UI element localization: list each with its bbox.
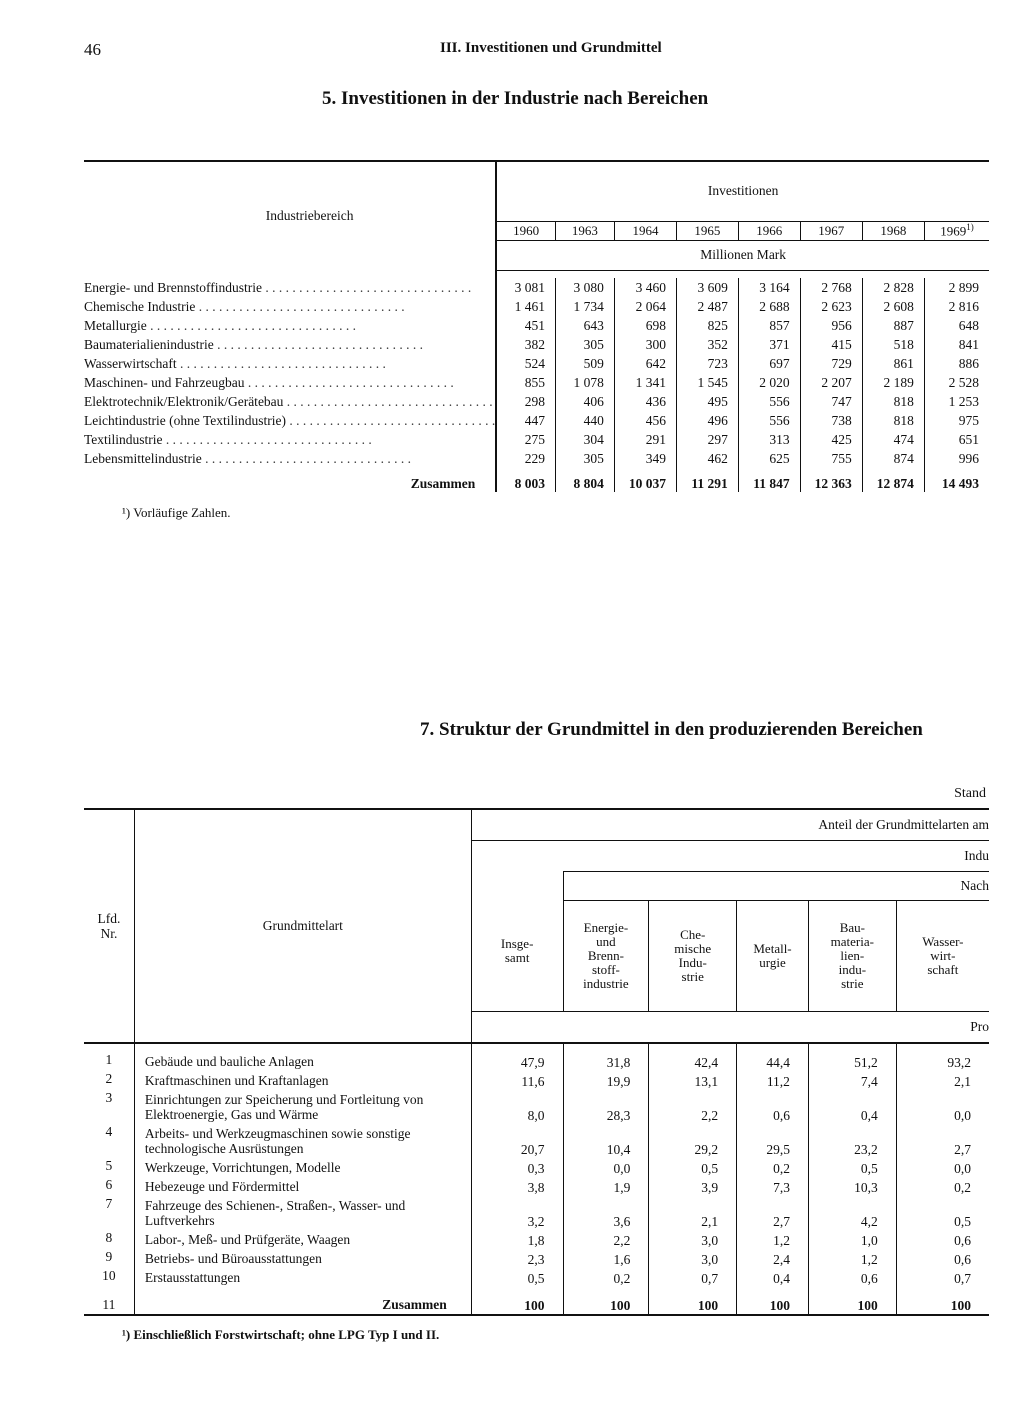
table-row	[84, 430, 989, 449]
table5-cell: 3 081	[496, 278, 555, 297]
table7-lfd-header: Lfd. Nr.	[84, 809, 134, 1043]
table7-row-label: Betriebs- und Büroausstattungen	[134, 1249, 471, 1268]
table7-cell: 0,2	[563, 1268, 649, 1287]
table5-year-header: 1960	[496, 221, 555, 240]
table-row	[84, 297, 989, 316]
table7-cell: 44,4	[737, 1052, 809, 1071]
table7-row-label: Fahrzeuge des Schienen-, Straßen-, Wasser- und Luftverkehrs	[134, 1196, 471, 1230]
table5-cell: 440	[555, 411, 614, 430]
table7-row-label: Arbeits- und Werkzeugmaschinen sowie sonstige technologische Ausrüstungen	[134, 1124, 471, 1158]
table5-total-cell: 8 003	[496, 468, 555, 492]
table5-cell: 297	[677, 430, 739, 449]
table5-year-footnote-mark: 1)	[966, 222, 974, 233]
table7-column-header: Wasser- wirt- schaft	[896, 901, 989, 1012]
table5-cell: 3 164	[738, 278, 800, 297]
table7-cell: 3,0	[649, 1230, 737, 1249]
table5-cell: 886	[924, 354, 989, 373]
table5-cell: 648	[924, 316, 989, 335]
table7-row-number: 8	[105, 1230, 113, 1245]
table5-year-header: 1964	[614, 221, 676, 240]
table7-cell: 4,2	[808, 1196, 896, 1230]
table5-cell: 352	[677, 335, 739, 354]
table5-row-label: Textilindustrie . . . . . . . . . . . . . . . . . . . . . . . . . . . . . . .	[84, 431, 372, 447]
table7-row-number: 11	[84, 1287, 134, 1315]
table5-cell: 2 608	[862, 297, 924, 316]
table5-row-label: Leichtindustrie (ohne Textilindustrie) . . . . . . . . . . . . . . . . . . . . . . . . . . . . . . .	[84, 412, 496, 428]
table5-year-header: 1968	[862, 221, 924, 240]
table5-cell: 451	[496, 316, 555, 335]
table5-cell: 304	[555, 430, 614, 449]
table5-cell: 305	[555, 335, 614, 354]
table5-cell: 298	[496, 392, 555, 411]
table5-title: 5. Investitionen in der Industrie nach Bereichen	[322, 88, 709, 109]
table7-header-indu: Indu	[471, 841, 989, 872]
table5-total-cell: 11 291	[677, 468, 739, 492]
table5-cell: 818	[862, 411, 924, 430]
table5-cell: 2 487	[677, 297, 739, 316]
table7-header-nach: Nach	[563, 872, 989, 901]
table5-cell: 3 609	[677, 278, 739, 297]
table7-cell: 28,3	[563, 1090, 649, 1124]
table5-cell: 496	[677, 411, 739, 430]
table-row	[84, 1090, 989, 1124]
table5-cell: 857	[738, 316, 800, 335]
table7-column-header: Bau- materia- lien- indu- strie	[808, 901, 896, 1012]
table7-cell: 1,6	[563, 1249, 649, 1268]
table7-cell: 1,2	[808, 1249, 896, 1268]
table-row	[84, 278, 989, 297]
table7-cell: 13,1	[649, 1071, 737, 1090]
table7-row-number: 10	[102, 1268, 116, 1283]
table7-row-number: 2	[105, 1071, 113, 1086]
table7-cell: 10,4	[563, 1124, 649, 1158]
table7-column-header: Energie- und Brenn- stoff- industrie	[563, 901, 649, 1012]
table5-cell: 229	[496, 449, 555, 468]
table5-year-header: 1967	[800, 221, 862, 240]
table7-cell: 0,6	[896, 1230, 989, 1249]
table5-cell: 275	[496, 430, 555, 449]
table7-total-cell: 100	[737, 1287, 809, 1315]
table7-cell: 0,5	[471, 1268, 563, 1287]
table7-cell: 29,5	[737, 1124, 809, 1158]
table5-cell: 956	[800, 316, 862, 335]
table5-row-label: Elektrotechnik/Elektronik/Gerätebau . . . . . . . . . . . . . . . . . . . . . . . . . . . . . . .	[84, 393, 493, 409]
table5-cell: 305	[555, 449, 614, 468]
table7-stub-header: Grundmittelart	[134, 809, 471, 1043]
table5-cell: 524	[496, 354, 555, 373]
table7-column-header: Che- mische Indu- strie	[649, 901, 737, 1012]
running-header: III. Investitionen und Grundmittel	[440, 40, 662, 56]
table7-cell: 3,6	[563, 1196, 649, 1230]
table5-cell: 2 768	[800, 278, 862, 297]
table5-cell: 291	[614, 430, 676, 449]
table7-cell: 0,7	[896, 1268, 989, 1287]
table7-cell: 23,2	[808, 1124, 896, 1158]
table7-total-cell: 100	[896, 1287, 989, 1315]
table5-cell: 874	[862, 449, 924, 468]
table7-cell: 2,2	[649, 1090, 737, 1124]
table7-total-row	[84, 1287, 989, 1315]
table5-cell: 1 341	[614, 373, 676, 392]
table7-cell: 3,9	[649, 1177, 737, 1196]
table-row	[84, 354, 989, 373]
table5-year-header: 1963	[555, 221, 614, 240]
table-row	[84, 1249, 989, 1268]
table5-cell: 2 207	[800, 373, 862, 392]
table7-row-number: 1	[105, 1052, 113, 1067]
table7-cell: 2,1	[896, 1071, 989, 1090]
table5-cell: 474	[862, 430, 924, 449]
table5-unit: Millionen Mark	[496, 241, 989, 270]
table7-row-label: Hebezeuge und Fördermittel	[134, 1177, 471, 1196]
table7-cell: 47,9	[471, 1052, 563, 1071]
table5-cell: 371	[738, 335, 800, 354]
table7-cell: 31,8	[563, 1052, 649, 1071]
table7-cell: 0,5	[649, 1158, 737, 1177]
dot-leader: . . . . . . . . . . . . . . . . . . . . . . . . . . . . . . .	[247, 374, 454, 390]
table5-cell: 518	[862, 335, 924, 354]
table7-cell: 0,4	[737, 1268, 809, 1287]
table7-insgesamt-cell	[471, 872, 563, 1012]
table7-cell: 2,7	[896, 1124, 989, 1158]
table7-cell: 8,0	[471, 1090, 563, 1124]
table5-cell: 556	[738, 392, 800, 411]
table5-cell: 723	[677, 354, 739, 373]
table5-total-cell: 12 874	[862, 468, 924, 492]
table7	[84, 808, 989, 1316]
table-row	[84, 1268, 989, 1287]
table7-column-header: Metall- urgie	[737, 901, 809, 1012]
table5-year-header: 1969$^{1)}$	[924, 221, 989, 240]
table5-cell: 2 064	[614, 297, 676, 316]
table5-cell: 887	[862, 316, 924, 335]
table7-cell: 51,2	[808, 1052, 896, 1071]
table7-cell: 93,2	[896, 1052, 989, 1071]
table5-cell: 738	[800, 411, 862, 430]
table5-cell: 300	[614, 335, 676, 354]
table7-cell: 2,4	[737, 1249, 809, 1268]
table5-cell: 729	[800, 354, 862, 373]
dot-leader: . . . . . . . . . . . . . . . . . . . . . . . . . . . . . . .	[265, 279, 472, 295]
table5-cell: 2 189	[862, 373, 924, 392]
table7-row-number: 5	[105, 1158, 113, 1173]
table7-cell: 0,0	[896, 1158, 989, 1177]
table5-year-header: 1965	[677, 221, 739, 240]
dot-leader: . . . . . . . . . . . . . . . . . . . . . . . . . . . . . . .	[289, 412, 496, 428]
table5-cell: 625	[738, 449, 800, 468]
table7-cell: 19,9	[563, 1071, 649, 1090]
table5-cell: 556	[738, 411, 800, 430]
table7-cell: 0,3	[471, 1158, 563, 1177]
table5-row-label: Baumaterialienindustrie . . . . . . . . . . . . . . . . . . . . . . . . . . . . . . .	[84, 336, 423, 352]
table7-cell: 3,0	[649, 1249, 737, 1268]
table5-cell: 3 080	[555, 278, 614, 297]
table7-title: 7. Struktur der Grundmittel in den produzierenden Bereichen	[420, 719, 923, 740]
table5-cell: 1 734	[555, 297, 614, 316]
table-row	[84, 392, 989, 411]
table5-cell: 313	[738, 430, 800, 449]
dot-leader: . . . . . . . . . . . . . . . . . . . . . . . . . . . . . . .	[150, 317, 356, 333]
table7-stand: Stand	[954, 786, 986, 801]
table7-row-number: 4	[105, 1124, 113, 1139]
table7-total-cell: 100	[563, 1287, 649, 1315]
table7-cell: 42,4	[649, 1052, 737, 1071]
table5-cell: 651	[924, 430, 989, 449]
table7-header-anteil: Anteil der Grundmittelarten am	[471, 809, 989, 841]
table-row	[84, 1158, 989, 1177]
table7-cell: 2,1	[649, 1196, 737, 1230]
table7-total-cell: 100	[808, 1287, 896, 1315]
table5-cell: 2 528	[924, 373, 989, 392]
table7-cell: 10,3	[808, 1177, 896, 1196]
table7-cell: 0,0	[563, 1158, 649, 1177]
dot-leader: . . . . . . . . . . . . . . . . . . . . . . . . . . . . . . .	[165, 431, 372, 447]
table5-cell: 643	[555, 316, 614, 335]
table-row	[84, 411, 989, 430]
table7-cell: 0,6	[808, 1268, 896, 1287]
table5-cell: 975	[924, 411, 989, 430]
table7-row-number: 7	[105, 1196, 113, 1211]
table5-cell: 1 545	[677, 373, 739, 392]
table5-cell: 456	[614, 411, 676, 430]
table7-cell: 11,2	[737, 1071, 809, 1090]
table5-cell: 747	[800, 392, 862, 411]
table7-cell: 29,2	[649, 1124, 737, 1158]
table7-row-label: Labor-, Meß- und Prüfgeräte, Waagen	[134, 1230, 471, 1249]
table5-cell: 509	[555, 354, 614, 373]
table5-row-label: Metallurgie . . . . . . . . . . . . . . . . . . . . . . . . . . . . . . .	[84, 317, 356, 333]
table7-cell: 1,2	[737, 1230, 809, 1249]
table5-cell: 462	[677, 449, 739, 468]
table7-cell: 0,7	[649, 1268, 737, 1287]
table5-cell: 2 828	[862, 278, 924, 297]
table5-cell: 382	[496, 335, 555, 354]
table-row	[84, 449, 989, 468]
table5-cell: 495	[677, 392, 739, 411]
table7-cell: 0,2	[737, 1158, 809, 1177]
table-row	[84, 1177, 989, 1196]
table7-cell: 1,0	[808, 1230, 896, 1249]
page-number: 46	[84, 40, 101, 59]
table7-cell: 0,0	[896, 1090, 989, 1124]
table7-row-number: 9	[105, 1249, 113, 1264]
table5-cell: 2 816	[924, 297, 989, 316]
table5-cell: 698	[614, 316, 676, 335]
table-row	[84, 1052, 989, 1071]
table5-cell: 2 623	[800, 297, 862, 316]
table7-cell: 0,6	[737, 1090, 809, 1124]
table7-cell: 0,5	[808, 1158, 896, 1177]
table7-cell: 7,4	[808, 1071, 896, 1090]
table5-cell: 406	[555, 392, 614, 411]
table5-total-cell: 11 847	[738, 468, 800, 492]
table5	[84, 160, 989, 492]
table5-total-label: Zusammen	[410, 476, 476, 491]
table7-column-header: Insge- samt	[500, 936, 534, 966]
table5-total-cell: 10 037	[614, 468, 676, 492]
table5-cell: 425	[800, 430, 862, 449]
table5-total-row	[84, 468, 989, 492]
table5-cell: 447	[496, 411, 555, 430]
table5-cell: 642	[614, 354, 676, 373]
table5-total-cell: 12 363	[800, 468, 862, 492]
table-row	[84, 1196, 989, 1230]
table7-cell: 0,5	[896, 1196, 989, 1230]
dot-leader: . . . . . . . . . . . . . . . . . . . . . . . . . . . . . . .	[217, 336, 423, 352]
table-row	[84, 335, 989, 354]
table5-cell: 436	[614, 392, 676, 411]
table7-total-cell: 100	[649, 1287, 737, 1315]
table7-cell: 0,2	[896, 1177, 989, 1196]
table5-row-label: Wasserwirtschaft . . . . . . . . . . . . . . . . . . . . . . . . . . . . . . .	[84, 355, 386, 371]
table7-row-label: Werkzeuge, Vorrichtungen, Modelle	[134, 1158, 471, 1177]
table5-cell: 861	[862, 354, 924, 373]
table5-cell: 818	[862, 392, 924, 411]
table5-cell: 855	[496, 373, 555, 392]
table5-cell: 825	[677, 316, 739, 335]
table7-total-cell: 100	[471, 1287, 563, 1315]
table5-cell: 2 688	[738, 297, 800, 316]
table5-row-label: Maschinen- und Fahrzeugbau . . . . . . . . . . . . . . . . . . . . . . . . . . . . . . .	[84, 374, 454, 390]
table-row	[84, 1071, 989, 1090]
table5-group-header: Investitionen	[496, 161, 989, 221]
table5-cell: 415	[800, 335, 862, 354]
table7-row-label: Kraftmaschinen und Kraftanlagen	[134, 1071, 471, 1090]
dot-leader: . . . . . . . . . . . . . . . . . . . . . . . . . . . . . . .	[205, 450, 411, 466]
table7-cell: 11,6	[471, 1071, 563, 1090]
dot-leader: . . . . . . . . . . . . . . . . . . . . . . . . . . . . . . .	[286, 393, 493, 409]
table7-cell: 1,9	[563, 1177, 649, 1196]
table5-cell: 755	[800, 449, 862, 468]
table5-cell: 2 020	[738, 373, 800, 392]
table5-cell: 3 460	[614, 278, 676, 297]
table7-cell: 20,7	[471, 1124, 563, 1158]
table5-total-cell: 8 804	[555, 468, 614, 492]
table-row	[84, 1124, 989, 1158]
table5-row-label: Energie- und Brennstoffindustrie . . . . . . . . . . . . . . . . . . . . . . . . . . . . . . .	[84, 279, 472, 295]
table5-cell: 2 899	[924, 278, 989, 297]
table7-header-pro: Pro	[471, 1012, 989, 1044]
table-row	[84, 1230, 989, 1249]
table5-row-label: Lebensmittelindustrie . . . . . . . . . . . . . . . . . . . . . . . . . . . . . . .	[84, 450, 411, 466]
table5-cell: 1 078	[555, 373, 614, 392]
table7-row-label: Gebäude und bauliche Anlagen	[134, 1052, 471, 1071]
table5-cell: 996	[924, 449, 989, 468]
table7-footnote: ¹) Einschließlich Forstwirtschaft; ohne LPG Typ I und II.	[122, 1327, 440, 1342]
table7-cell: 2,7	[737, 1196, 809, 1230]
table5-total-cell: 14 493	[924, 468, 989, 492]
table5-cell: 1 253	[924, 392, 989, 411]
table5-cell: 697	[738, 354, 800, 373]
table5-stub-header: Industriebereich	[84, 161, 496, 270]
table7-cell: 1,8	[471, 1230, 563, 1249]
table7-cell: 7,3	[737, 1177, 809, 1196]
table5-footnote: ¹) Vorläufige Zahlen.	[122, 505, 231, 520]
dot-leader: . . . . . . . . . . . . . . . . . . . . . . . . . . . . . . .	[198, 298, 405, 314]
table7-row-label: Einrichtungen zur Speicherung und Fortleitung von Elektroenergie, Gas und Wärme	[134, 1090, 471, 1124]
table-row	[84, 316, 989, 335]
table5-row-label: Chemische Industrie . . . . . . . . . . . . . . . . . . . . . . . . . . . . . . .	[84, 298, 405, 314]
table7-cell: 0,6	[896, 1249, 989, 1268]
table5-cell: 349	[614, 449, 676, 468]
table7-row-number: 3	[105, 1090, 113, 1105]
table7-cell: 3,2	[471, 1196, 563, 1230]
table7-cell: 2,3	[471, 1249, 563, 1268]
table5-cell: 841	[924, 335, 989, 354]
table7-row-number: 6	[105, 1177, 113, 1192]
table7-total-label: Zusammen	[134, 1287, 471, 1315]
table5-cell: 1 461	[496, 297, 555, 316]
dot-leader: . . . . . . . . . . . . . . . . . . . . . . . . . . . . . . .	[180, 355, 386, 371]
table5-year-header: 1966	[738, 221, 800, 240]
table7-row-label: Erstausstattungen	[134, 1268, 471, 1287]
table7-cell: 2,2	[563, 1230, 649, 1249]
table7-cell: 0,4	[808, 1090, 896, 1124]
table-row	[84, 373, 989, 392]
table7-cell: 3,8	[471, 1177, 563, 1196]
